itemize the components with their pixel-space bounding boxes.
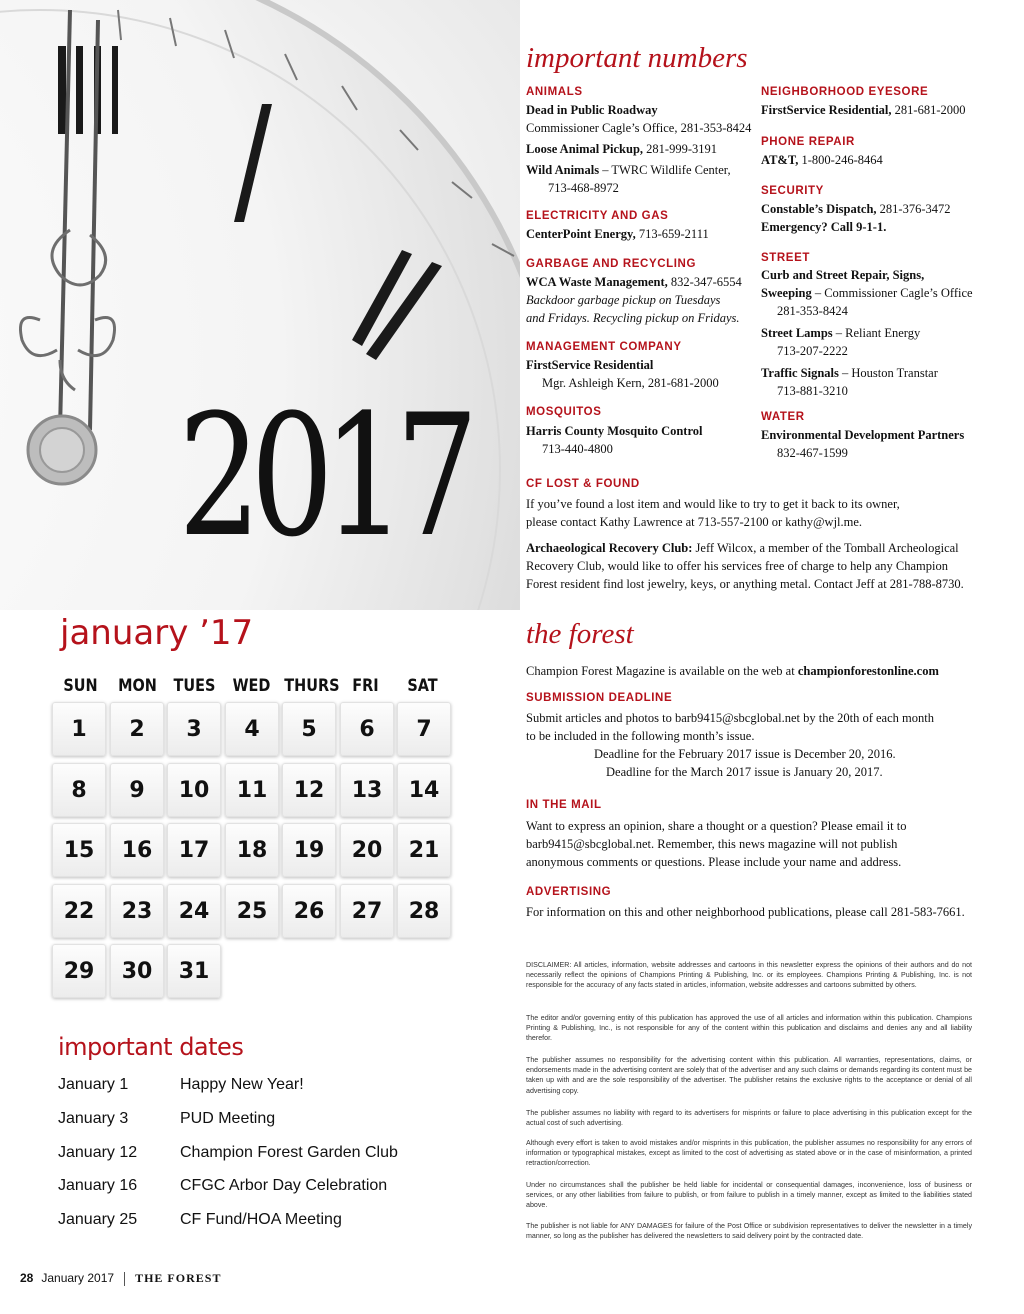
footer-divider [124, 1272, 125, 1286]
entry-text: – Reliant Energy [832, 326, 921, 340]
lost-found-entry [526, 495, 976, 593]
entry-line [761, 324, 976, 342]
entry-line: If you’ve found a lost item and would like to try to get it back to its owner, [526, 497, 900, 511]
category-heading: WATER [761, 411, 805, 423]
entry-bold: WCA Waste Management, [526, 275, 668, 289]
entry-line: 832-467-1599 [777, 446, 848, 460]
calendar-day: 14 [397, 763, 451, 817]
important-dates-title: important dates [58, 1033, 244, 1061]
entry-line [526, 140, 756, 158]
calendar-day: 13 [340, 763, 394, 817]
weekday-header-row [52, 676, 452, 696]
calendar-day: 25 [225, 884, 279, 938]
entry-line: barb9415@sbcglobal.net. Remember, this news magazine will not publish [526, 837, 898, 851]
calendar-day: 10 [167, 763, 221, 817]
security-entry [761, 200, 950, 236]
calendar-day: 23 [110, 884, 164, 938]
category-heading: SUBMISSION DEADLINE [526, 692, 673, 704]
calendar-day: 27 [340, 884, 394, 938]
date-label: January 1 [58, 1076, 129, 1093]
event-label: Champion Forest Garden Club [180, 1144, 398, 1161]
disclaimer-paragraph: The editor and/or governing entity of this publication has approved the use of all articles and information within this publication. Champions Printing & Publishing, Inc., is not responsible for any of the content within this publication and disclaims and denies any and all liability therefor. [526, 1014, 972, 1043]
calendar-day: 18 [225, 823, 279, 877]
entry-line: 281-353-8424 [777, 304, 848, 318]
calendar-day: 11 [225, 763, 279, 817]
entry-line: Backdoor garbage pickup on Tuesdays [526, 293, 721, 307]
date-label: January 3 [58, 1110, 129, 1127]
category-heading: STREET [761, 252, 810, 264]
garbage-entry [526, 273, 756, 327]
entry-line: anonymous comments or questions. Please include your name and address. [526, 855, 902, 869]
calendar-day: 1 [52, 702, 106, 756]
entry-text: 281-999-3191 [643, 142, 717, 156]
phone-entry [761, 151, 883, 169]
calendar-day: 12 [282, 763, 336, 817]
entry-line: Mgr. Ashleigh Kern, 281-681-2000 [542, 376, 719, 390]
entry-text: 713-659-2111 [635, 227, 709, 241]
event-label: PUD Meeting [180, 1110, 276, 1127]
date-row [58, 1110, 275, 1128]
calendar-day: 30 [110, 944, 164, 998]
important-numbers-title: important numbers [526, 42, 748, 74]
entry-text: Jeff Wilcox, a member of the Tomball Archeological [692, 541, 959, 555]
entry-bold: Loose Animal Pickup, [526, 142, 644, 156]
weekday-label: THURS [284, 676, 340, 696]
calendar-day: 29 [52, 944, 106, 998]
category-heading: NEIGHBORHOOD EYESORE [761, 86, 929, 98]
calendar-day: 5 [282, 702, 336, 756]
weekday-label: SUN [63, 676, 98, 696]
website-link[interactable]: championforestonline.com [797, 664, 939, 678]
entry-line [526, 539, 976, 557]
calendar-title: january ’17 [60, 613, 254, 653]
weekday-label: SAT [407, 676, 438, 696]
calendar-day: 26 [282, 884, 336, 938]
disclaimer-paragraph: DISCLAIMER: All articles, information, website addresses and cartoons in this newsletter express the opinions of their authors and do not necessarily reflect the opinions of Champions Printing & Publishing, Inc. or its employees. Champions Printing & Publishing, Inc. is not responsible for the accuracy of any facts stated in articles, information, website addresses and cartoons submitted by others. [526, 961, 972, 990]
entry-line: For information on this and other neighborhood publications, please call 281-583-7661. [526, 905, 965, 919]
date-label: January 25 [58, 1211, 138, 1228]
entry-line: Recovery Club, would like to offer his services free of charge to help any Champion [526, 559, 948, 573]
entry-line: FirstService Residential [526, 358, 654, 372]
entry-line: Dead in Public Roadway [526, 103, 658, 117]
weekday-label: MON [118, 676, 157, 696]
category-heading: ELECTRICITY AND GAS [526, 210, 669, 222]
event-label: CF Fund/HOA Meeting [180, 1211, 342, 1228]
date-row [58, 1177, 387, 1195]
forest-intro [526, 662, 939, 680]
calendar-day: 28 [397, 884, 451, 938]
entry-line: Want to express an opinion, share a thought or a question? Please email it to [526, 819, 907, 833]
calendar-day: 7 [397, 702, 451, 756]
weekday-label: TUES [173, 676, 216, 696]
entry-line: Environmental Development Partners [761, 428, 965, 442]
entry-text: – Houston Transtar [838, 366, 938, 380]
disclaimer-paragraph: Although every effort is taken to avoid mistakes and/or misprints in this publication, the publisher assumes no responsibility for any errors of information or typographical mistakes, except as limited to the cost of advertising as stated above or in the case of misinformation, a printed retraction/correction. [526, 1139, 972, 1168]
calendar-day: 16 [110, 823, 164, 877]
entry-text: 832-347-6554 [667, 275, 742, 289]
calendar-day: 8 [52, 763, 106, 817]
entry-bold: CenterPoint Energy, [526, 227, 636, 241]
entry-line [761, 364, 976, 382]
entry-line: Deadline for the March 2017 issue is January 20, 2017. [606, 765, 883, 779]
calendar-day: 9 [110, 763, 164, 817]
entry-line: to be included in the following month’s issue. [526, 729, 755, 743]
entry-text: 1-800-246-8464 [798, 153, 883, 167]
submission-entry [526, 709, 976, 781]
disclaimer-paragraph: The publisher is not liable for ANY DAMAGES for failure of the Post Office or subdivision representatives to deliver the newsletter in a timely manner, so long as the publisher has delivered the newsletters to said delivery point by the contracted date. [526, 1222, 972, 1241]
calendar-day: 24 [167, 884, 221, 938]
disclaimer-paragraph: The publisher assumes no liability with regard to its advertisers for misprints or failure to place advertising in this publication except for the actual cost of such advertising. [526, 1109, 972, 1128]
entry-bold: Sweeping [761, 286, 812, 300]
entry-line [526, 273, 756, 291]
calendar-day: 15 [52, 823, 106, 877]
entry-line: 713-468-8972 [548, 181, 619, 195]
entry-bold: Archaeological Recovery Club: [526, 541, 693, 555]
entry-line: Deadline for the February 2017 issue is December 20, 2016. [594, 747, 896, 761]
entry-line: Commissioner Cagle’s Office, 281-353-8424 [526, 121, 752, 135]
category-heading: CF LOST & FOUND [526, 478, 640, 490]
entry-bold: FirstService Residential, [761, 103, 892, 117]
calendar-day: 17 [167, 823, 221, 877]
entry-line [526, 161, 756, 179]
entry-text: 281-376-3472 [876, 202, 951, 216]
mosquitos-entry [526, 422, 703, 458]
entry-line: and Fridays. Recycling pickup on Fridays. [526, 311, 740, 325]
entry-line: Submit articles and photos to barb9415@sbcglobal.net by the 20th of each month [526, 711, 934, 725]
entry-line: Harris County Mosquito Control [526, 424, 703, 438]
issue-date: January 2017 [41, 1271, 115, 1285]
the-forest-title: the forest [526, 618, 634, 650]
calendar-day: 4 [225, 702, 279, 756]
entry-line: Forest resident find lost jewelry, keys, or anything metal. Contact Jeff at 281-788-8730. [526, 577, 964, 591]
calendar-day: 3 [167, 702, 221, 756]
entry-text: 281-681-2000 [891, 103, 966, 117]
entry-line [761, 200, 950, 218]
date-label: January 12 [58, 1144, 138, 1161]
page-number: 28 [20, 1271, 34, 1285]
entry-bold: Constable’s Dispatch, [761, 202, 877, 216]
category-heading: MOSQUITOS [526, 406, 602, 418]
weekday-label: FRI [352, 676, 379, 696]
calendar-day: 19 [282, 823, 336, 877]
category-heading: PHONE REPAIR [761, 136, 855, 148]
entry-line: 713-881-3210 [777, 384, 848, 398]
animals-entry [526, 101, 756, 197]
entry-text: – TWRC Wildlife Center, [599, 163, 731, 177]
entry-text: – Commissioner Cagle’s Office [811, 286, 973, 300]
category-heading: MANAGEMENT COMPANY [526, 341, 682, 353]
disclaimer-paragraph: The publisher assumes no responsibility for the advertising content within this publication. All warranties, representations, claims, or endorsements made in the advertising content are solely that of the advertiser and any such claims or demands regarding its content must be taken up with and are the sole responsibility of the advertiser. The publisher retains the exclusive rights to the acceptance or denial of all advertising copy. [526, 1056, 972, 1095]
calendar-day: 20 [340, 823, 394, 877]
disclaimer-paragraph: Under no circumstances shall the publisher be held liable for incidental or consequential damages, inconvenience, loss of business or services, or any other liabilities from failure to publish, or from failure to publish in a timely manner, except as limited to the liabilities stated above. [526, 1181, 972, 1210]
calendar-day: 22 [52, 884, 106, 938]
magazine-name: THE FOREST [135, 1271, 222, 1285]
electricity-entry [526, 225, 709, 243]
entry-line: 713-440-4800 [542, 442, 613, 456]
event-label: CFGC Arbor Day Celebration [180, 1177, 388, 1194]
street-entry [761, 266, 976, 400]
category-heading: GARBAGE AND RECYCLING [526, 258, 696, 270]
entry-line: please contact Kathy Lawrence at 713-557-2100 or kathy@wjl.me. [526, 515, 863, 529]
year-heading: 2017 [178, 378, 468, 574]
management-entry [526, 356, 719, 392]
page-footer [20, 1271, 221, 1286]
category-heading: ANIMALS [526, 86, 583, 98]
weekday-label: WED [232, 676, 271, 696]
entry-bold: AT&T, [761, 153, 799, 167]
calendar-day: 21 [397, 823, 451, 877]
category-heading: SECURITY [761, 185, 824, 197]
date-row [58, 1211, 342, 1229]
entry-text: Champion Forest Magazine is available on the web at [526, 664, 798, 678]
calendar-day: 6 [340, 702, 394, 756]
entry-line: Curb and Street Repair, Signs, [761, 268, 925, 282]
mail-entry [526, 817, 976, 871]
calendar-day: 2 [110, 702, 164, 756]
date-row [58, 1144, 398, 1162]
entry-line: 713-207-2222 [777, 344, 848, 358]
entry-line: Emergency? Call 9-1-1. [761, 220, 887, 234]
category-heading: IN THE MAIL [526, 799, 602, 811]
entry-bold: Traffic Signals [761, 366, 839, 380]
advertising-entry [526, 903, 986, 921]
date-row [58, 1076, 304, 1094]
entry-line [761, 284, 976, 302]
date-label: January 16 [58, 1177, 138, 1194]
category-heading: ADVERTISING [526, 886, 612, 898]
event-label: Happy New Year! [180, 1076, 304, 1093]
entry-bold: Street Lamps [761, 326, 833, 340]
eyesore-entry [761, 101, 965, 119]
calendar-day: 31 [167, 944, 221, 998]
water-entry [761, 426, 964, 462]
entry-bold: Wild Animals [526, 163, 600, 177]
